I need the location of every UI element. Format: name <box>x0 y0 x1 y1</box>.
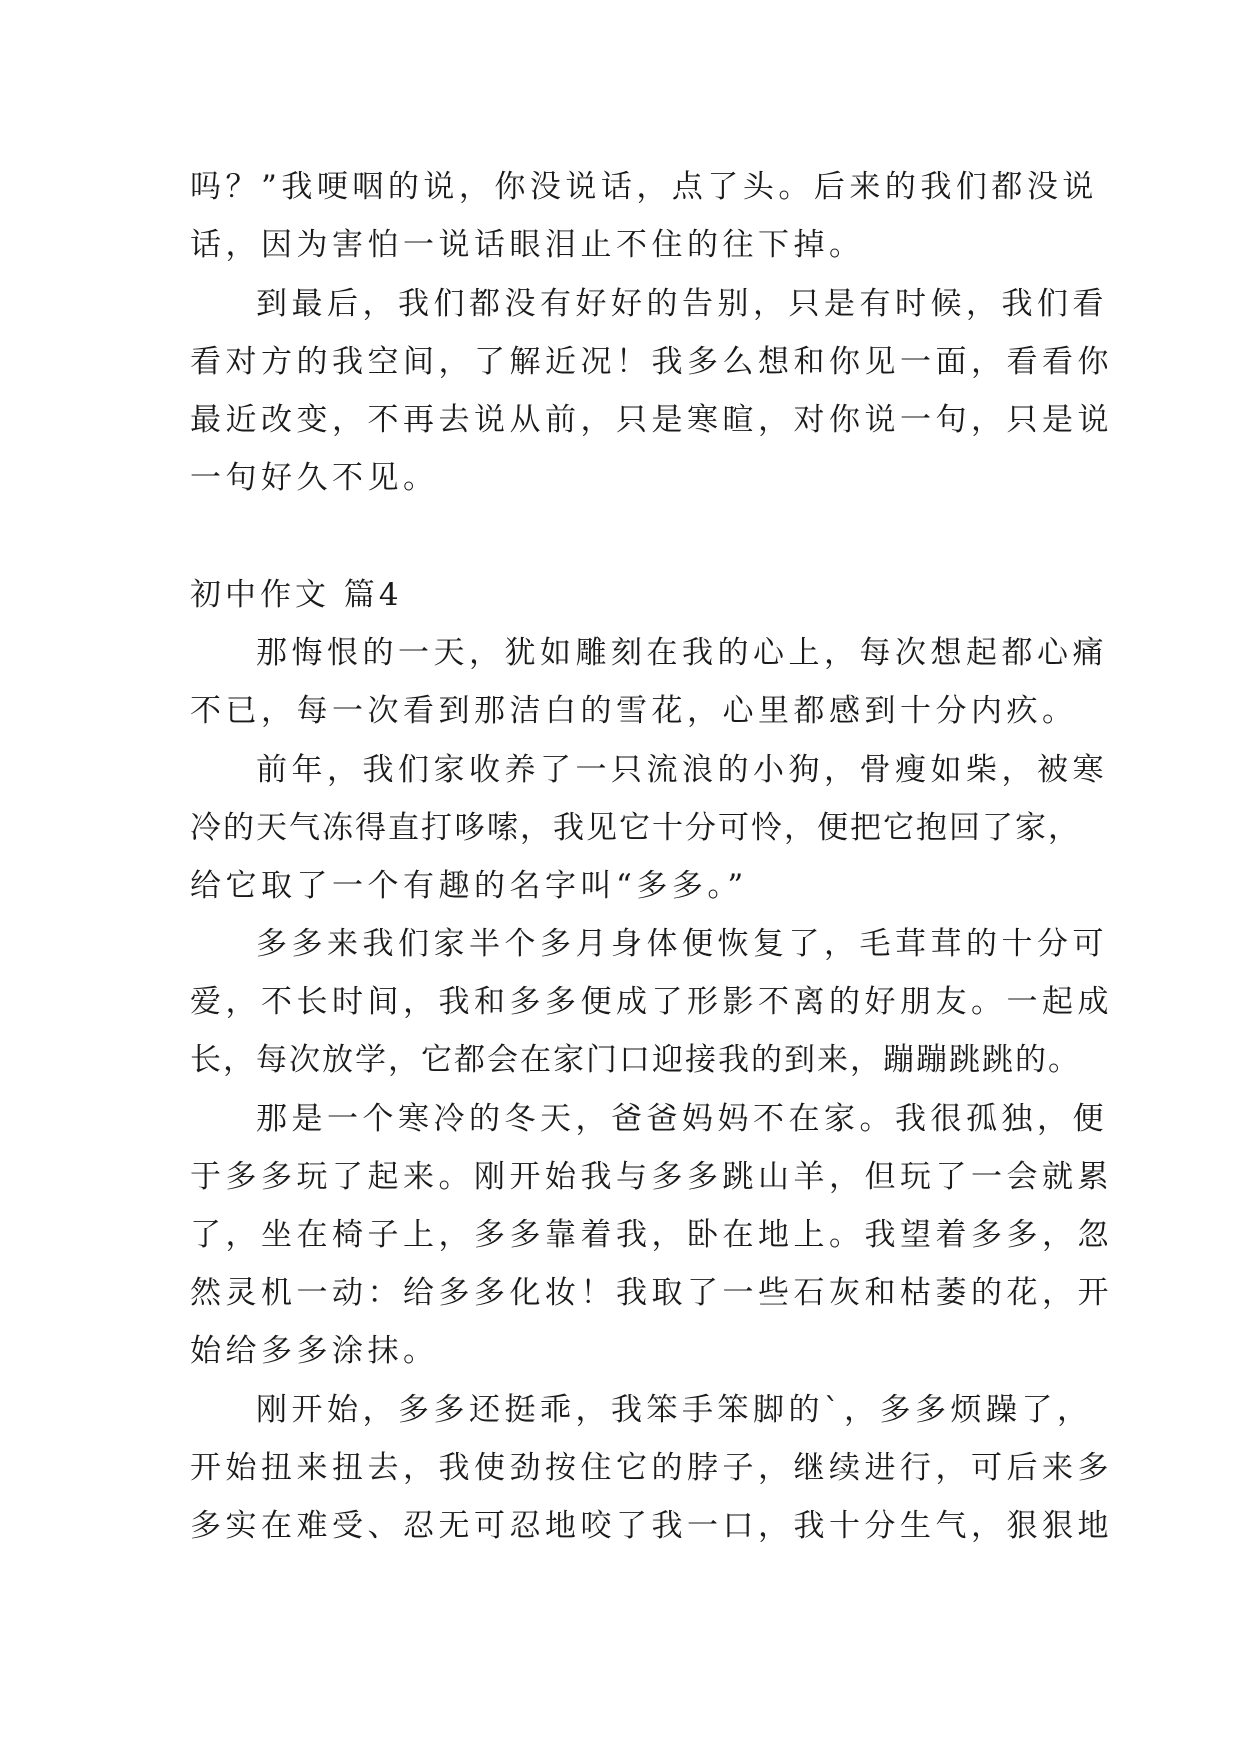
text-line: 给它取了一个有趣的名字叫“多多。” <box>190 868 748 904</box>
text-line: 那是一个寒冷的冬天，爸爸妈妈不在家。我很孤独，便 <box>256 1101 1108 1137</box>
text-line: 刚开始，多多还挺乖，我笨手笨脚的`，多多烦躁了， <box>256 1392 1093 1428</box>
text-line: 于多多玩了起来。刚开始我与多多跳山羊，但玩了一会就累 <box>190 1159 1113 1195</box>
text-line: 那悔恨的一天，犹如雕刻在我的心上，每次想起都心痛 <box>256 635 1108 671</box>
text-line: 始给多多涂抹。 <box>190 1333 439 1369</box>
paragraph-2 <box>190 741 1108 915</box>
text-line: 前年，我们家收养了一只流浪的小狗，骨瘦如柴，被寒 <box>256 752 1108 788</box>
text-line: 到最后，我们都没有好好的告别，只是有时候，我们看 <box>256 286 1108 322</box>
paragraph-3 <box>190 915 1113 1089</box>
text-line: 了，坐在椅子上，多多靠着我，卧在地上。我望着多多，忽 <box>190 1217 1113 1253</box>
text-line: 最近改变，不再去说从前，只是寒暄，对你说一句，只是说 <box>190 402 1113 438</box>
paragraph-5 <box>190 1381 1113 1555</box>
paragraph-4 <box>190 1090 1113 1380</box>
text-line: 吗？”我哽咽的说，你没说话，点了头。后来的我们都没说 <box>190 169 1098 205</box>
text-line: 长，每次放学，它都会在家门口迎接我的到来，蹦蹦跳跳的。 <box>190 1042 1081 1078</box>
text-line: 看对方的我空间，了解近况！我多么想和你见一面，看看你 <box>190 344 1113 380</box>
section-heading: 初中作文 篇4 <box>190 577 403 613</box>
text-line: 开始扭来扭去，我使劲按住它的脖子，继续进行，可后来多 <box>190 1450 1113 1486</box>
text-line: 爱，不长时间，我和多多便成了形影不离的好朋友。一起成 <box>190 984 1113 1020</box>
paragraph-1 <box>190 624 1108 740</box>
continuation-paragraph <box>190 158 1098 274</box>
text-line: 一句好久不见。 <box>190 460 439 496</box>
text-line: 不已，每一次看到那洁白的雪花，心里都感到十分内疚。 <box>190 693 1078 729</box>
text-line: 多多来我们家半个多月身体便恢复了，毛茸茸的十分可 <box>256 926 1108 962</box>
farewell-paragraph <box>190 275 1113 507</box>
text-line: 冷的天气冻得直打哆嗦，我见它十分可怜，便把它抱回了家， <box>190 810 1081 846</box>
text-line: 然灵机一动：给多多化妆！我取了一些石灰和枯萎的花，开 <box>190 1275 1113 1311</box>
text-line: 话，因为害怕一说话眼泪止不住的往下掉。 <box>190 227 865 263</box>
text-line: 多实在难受、忍无可忍地咬了我一口，我十分生气，狠狠地 <box>190 1508 1113 1544</box>
